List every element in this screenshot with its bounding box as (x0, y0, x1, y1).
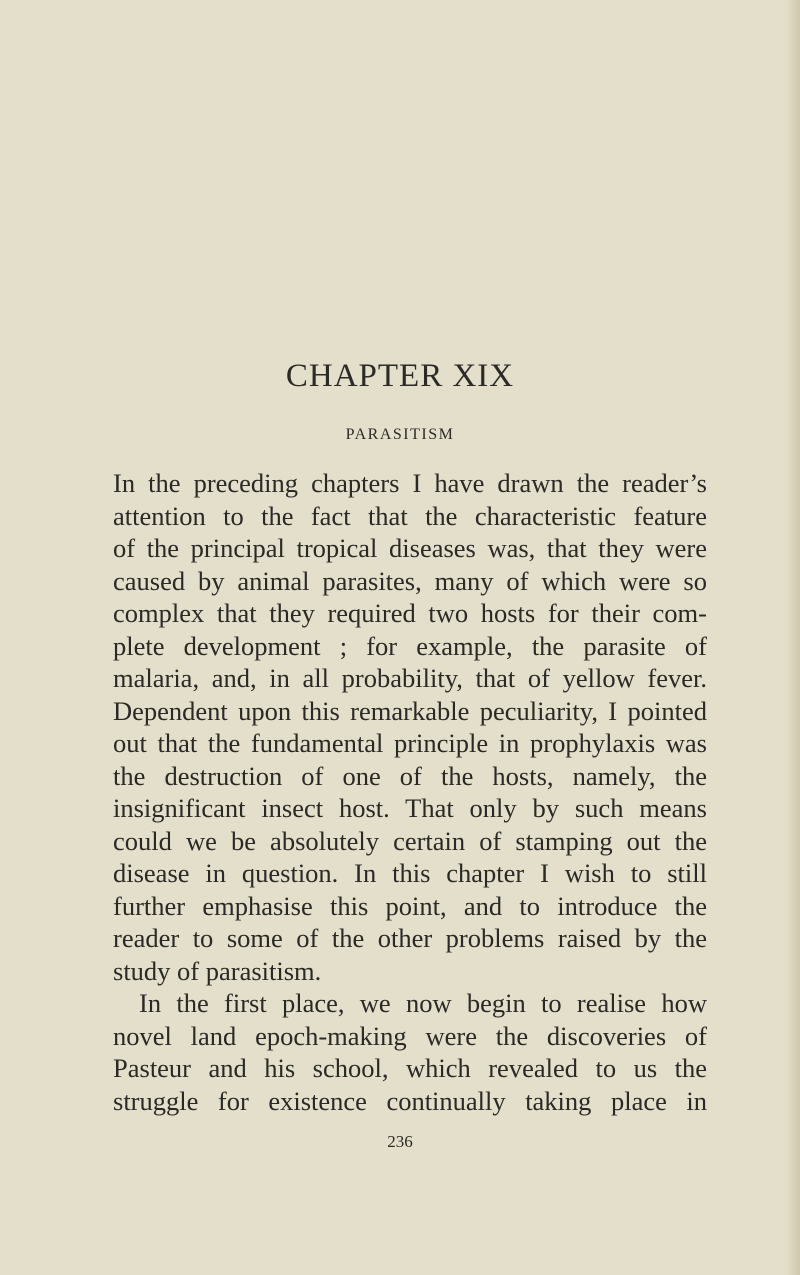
text-line: could we be absolutely certain of stamping out the (113, 825, 707, 856)
text-line: In the preceding chapters I have drawn the reader’s (113, 468, 707, 498)
text-line: malaria, and, in all probability, that of yellow fever. (113, 663, 707, 693)
text-line: insignificant insect host. That only by such means (113, 793, 707, 823)
paragraph-2 (113, 987, 707, 1117)
text-line: In the first place, we now begin to realise how (139, 988, 707, 1018)
text-line: the destruction of one of the hosts, namely, the (113, 760, 707, 791)
text-line: plete development ; for example, the parasite of (113, 630, 707, 661)
text-line: study of parasitism. (113, 955, 322, 986)
page-number: 236 (387, 1132, 413, 1151)
text-line: struggle for existence continually taking place in (113, 1085, 707, 1116)
chapter-title: CHAPTER XIX (285, 358, 515, 394)
text-line: further emphasise this point, and to introduce the (113, 890, 707, 921)
text-line: caused by animal parasites, many of which were so (113, 565, 707, 596)
text-line: out that the fundamental principle in prophylaxis was (113, 728, 707, 758)
text-line: Dependent upon this remarkable peculiarity, I pointed (113, 695, 707, 726)
text-line: of the principal tropical diseases was, that they were (113, 533, 707, 563)
text-line: disease in question. In this chapter I wish to still (113, 858, 707, 888)
paragraph-1 (113, 467, 707, 987)
page-edge-shadow (786, 0, 800, 1275)
text-line: novel land epoch-making were the discoveries of (113, 1020, 707, 1051)
chapter-subtitle: PARASITISM (345, 426, 455, 443)
text-line: attention to the fact that the characteristic feature (113, 500, 707, 531)
text-line: Pasteur and his school, which revealed to us the (113, 1053, 707, 1083)
body-text (113, 467, 707, 1117)
text-line: reader to some of the other problems raised by the (113, 923, 707, 953)
text-line: complex that they required two hosts for their com- (113, 598, 707, 628)
